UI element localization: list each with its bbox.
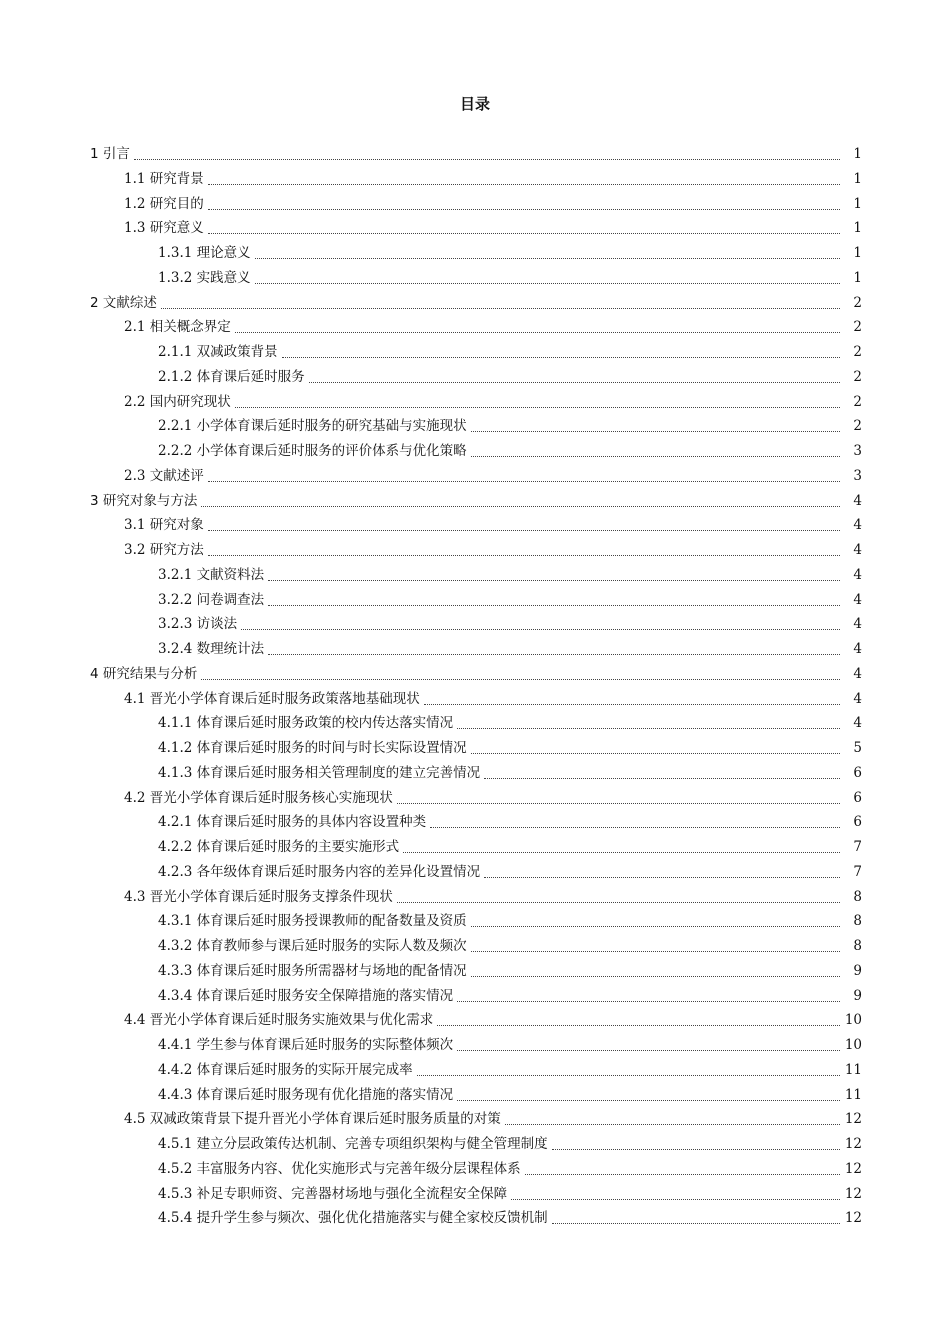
toc-entry[interactable]: [158, 365, 862, 389]
toc-entry-label: 4.2 晋光小学体育课后延时服务核心实施现状: [124, 789, 393, 806]
dot-leader: [201, 489, 840, 513]
toc-entry-label: 4.3.2 体育教师参与课后延时服务的实际人数及频次: [158, 938, 467, 954]
dot-leader: [208, 464, 840, 488]
toc-entry-label: 4.5.3 补足专职师资、完善器材场地与强化全流程安全保障: [158, 1185, 508, 1202]
toc-entry-page-number: 1: [853, 195, 862, 212]
toc-entry[interactable]: [158, 241, 862, 265]
toc-entry-page-number: 2: [853, 344, 862, 360]
toc-entry-label: 4.1.1 体育课后延时服务政策的校内传达落实情况: [158, 715, 454, 732]
toc-entry-label: 3.2.3 访谈法: [158, 616, 238, 633]
toc-entry[interactable]: [158, 266, 862, 290]
toc-entry[interactable]: [158, 612, 862, 636]
toc-entry-label: 2.1 相关概念界定: [124, 319, 231, 336]
toc-entry-page-number: 2: [853, 368, 862, 385]
toc-entry[interactable]: [124, 390, 862, 414]
dot-leader: [457, 984, 840, 1008]
toc-entry[interactable]: [158, 340, 862, 364]
toc-entry-page-number: 4: [853, 591, 862, 608]
toc-entry-label: 2 文献综述: [90, 294, 157, 311]
toc-entry-label: 1.3 研究意义: [124, 220, 204, 237]
dot-leader: [241, 612, 840, 636]
toc-entry-label: 2.2.2 小学体育课后延时服务的评价体系与优化策略: [158, 443, 467, 459]
toc-entry-page-number: 4: [853, 566, 862, 583]
toc-entry[interactable]: [158, 637, 862, 661]
toc-entry-page-number: 4: [853, 616, 862, 633]
toc-entry-page-number: 4: [853, 665, 862, 682]
toc-entry-page-number: 4: [853, 492, 862, 509]
toc-entry-page-number: 5: [853, 740, 862, 756]
toc-entry-page-number: 3: [853, 443, 862, 459]
toc-entry-page-number: 1: [853, 269, 862, 286]
toc-entry-label: 2.3 文献述评: [124, 467, 204, 484]
toc-entry-label: 3.2.2 问卷调查法: [158, 591, 265, 608]
toc-entry[interactable]: [158, 439, 862, 463]
dot-leader: [505, 1107, 840, 1131]
dot-leader: [282, 340, 840, 364]
dot-leader: [403, 835, 840, 859]
toc-entry-page-number: 11: [844, 1086, 862, 1103]
toc-entry[interactable]: [124, 885, 862, 909]
toc-entry-page-number: 7: [853, 839, 862, 855]
toc-entry-page-number: 9: [853, 962, 862, 979]
toc-entry-label: 4.2.3 各年级体育课后延时服务内容的差异化设置情况: [158, 863, 481, 880]
dot-leader: [525, 1157, 840, 1181]
toc-entry-page-number: 8: [853, 888, 862, 905]
toc-entry[interactable]: [158, 1206, 862, 1230]
toc-entry-page-number: 8: [853, 938, 862, 954]
toc-entry-page-number: 1: [853, 220, 862, 237]
dot-leader: [471, 414, 840, 438]
toc-entry-label: 4.3.3 体育课后延时服务所需器材与场地的配备情况: [158, 962, 467, 979]
dot-leader: [471, 934, 840, 958]
toc-entry[interactable]: [158, 959, 862, 983]
dot-leader: [397, 885, 840, 909]
dot-leader: [457, 711, 840, 735]
dot-leader: [208, 513, 840, 537]
dot-leader: [208, 538, 840, 562]
toc-entry-label: 4.4.1 学生参与体育课后延时服务的实际整体频次: [158, 1037, 454, 1053]
toc-entry-label: 4.1.2 体育课后延时服务的时间与时长实际设置情况: [158, 740, 467, 756]
toc-entry[interactable]: [90, 291, 862, 315]
toc-entry[interactable]: [158, 860, 862, 884]
toc-entry[interactable]: [158, 736, 862, 760]
dot-leader: [511, 1182, 840, 1206]
toc-entry[interactable]: [158, 1083, 862, 1107]
dot-leader: [268, 637, 840, 661]
dot-leader: [235, 390, 840, 414]
toc-entry[interactable]: [124, 687, 862, 711]
toc-entry[interactable]: [158, 1182, 862, 1206]
toc-entry-label: 1.3.1 理论意义: [158, 245, 251, 261]
dot-leader: [471, 439, 840, 463]
dot-leader: [208, 192, 840, 216]
toc-entry[interactable]: [158, 909, 862, 933]
toc-entry-label: 4.3.1 体育课后延时服务授课教师的配备数量及资质: [158, 913, 467, 930]
toc-entry-label: 4.1.3 体育课后延时服务相关管理制度的建立完善情况: [158, 764, 481, 781]
dot-leader: [134, 142, 840, 166]
toc-entry[interactable]: [124, 538, 862, 562]
toc-entry[interactable]: [124, 1008, 862, 1032]
dot-leader: [484, 761, 840, 785]
toc-entry-page-number: 9: [853, 987, 862, 1004]
toc-entry-label: 2.1.1 双减政策背景: [158, 344, 278, 360]
toc-entry-label: 4.5.1 建立分层政策传达机制、完善专项组织架构与健全管理制度: [158, 1136, 548, 1152]
toc-entry[interactable]: [158, 1033, 862, 1057]
toc-entry[interactable]: [124, 192, 862, 216]
toc-entry-label: 3.2.4 数理统计法: [158, 641, 265, 657]
toc-entry-page-number: 10: [844, 1037, 862, 1053]
toc-entry-page-number: 4: [853, 517, 862, 534]
toc-entry-page-number: 12: [844, 1185, 862, 1202]
toc-entry-page-number: 2: [853, 393, 862, 410]
dot-leader: [201, 662, 840, 686]
toc-entry[interactable]: [90, 662, 862, 686]
toc-entry-label: 3.1 研究对象: [124, 517, 204, 534]
toc-entry-page-number: 4: [853, 690, 862, 707]
dot-leader: [552, 1132, 840, 1156]
toc-entry[interactable]: [158, 835, 862, 859]
toc-entry[interactable]: [124, 464, 862, 488]
toc-entry-label: 1.3.2 实践意义: [158, 269, 251, 286]
toc-entry-label: 4 研究结果与分析: [90, 665, 198, 682]
toc-entry-page-number: 11: [844, 1061, 862, 1078]
toc-entry-page-number: 2: [853, 418, 862, 435]
toc-entry-page-number: 6: [853, 814, 862, 831]
dot-leader: [437, 1008, 840, 1032]
toc-entry-label: 4.2.1 体育课后延时服务的具体内容设置种类: [158, 814, 427, 831]
dot-leader: [471, 909, 840, 933]
toc-entry[interactable]: [90, 142, 862, 166]
toc-entry-label: 4.4.2 体育课后延时服务的实际开展完成率: [158, 1061, 413, 1078]
toc-entry-page-number: 7: [853, 863, 862, 880]
toc-entry-page-number: 1: [853, 170, 862, 187]
dot-leader: [471, 736, 840, 760]
dot-leader: [417, 1058, 840, 1082]
page-title: 目录: [459, 95, 490, 113]
toc-entry-label: 4.1 晋光小学体育课后延时服务政策落地基础现状: [124, 690, 420, 707]
toc-entry-label: 4.4 晋光小学体育课后延时服务实施效果与优化需求: [124, 1012, 434, 1029]
toc-entry[interactable]: [158, 414, 862, 438]
toc-entry-page-number: 12: [844, 1160, 862, 1177]
dot-leader: [430, 810, 840, 834]
dot-leader: [268, 588, 840, 612]
dot-leader: [255, 241, 840, 265]
toc-entry-label: 3 研究对象与方法: [90, 492, 198, 509]
dot-leader: [208, 167, 840, 191]
toc-entry-page-number: 3: [853, 467, 862, 484]
toc-entry-page-number: 12: [844, 1210, 862, 1227]
toc-entry[interactable]: [158, 563, 862, 587]
toc-entry-page-number: 2: [853, 319, 862, 336]
dot-leader: [235, 315, 840, 339]
toc-entry[interactable]: [158, 761, 862, 785]
toc-entry[interactable]: [158, 1132, 862, 1156]
toc-entry-label: 4.3 晋光小学体育课后延时服务支撑条件现状: [124, 888, 393, 905]
dot-leader: [268, 563, 840, 587]
toc-entry[interactable]: [158, 984, 862, 1008]
toc-entry-label: 1.2 研究目的: [124, 195, 204, 212]
dot-leader: [397, 786, 840, 810]
dot-leader: [471, 959, 840, 983]
toc-entry-label: 4.5 双减政策背景下提升晋光小学体育课后延时服务质量的对策: [124, 1111, 501, 1128]
toc-entry-label: 4.5.4 提升学生参与频次、强化优化措施落实与健全家校反馈机制: [158, 1210, 548, 1227]
toc-entry-label: 1 引言: [90, 146, 130, 162]
dot-leader: [484, 860, 840, 884]
toc-entry[interactable]: [124, 216, 862, 240]
toc-entry-label: 3.2.1 文献资料法: [158, 566, 265, 583]
dot-leader: [255, 266, 840, 290]
toc-entry-page-number: 4: [853, 715, 862, 732]
dot-leader: [424, 687, 840, 711]
toc-entry-page-number: 12: [844, 1111, 862, 1128]
toc-entry-label: 2.2.1 小学体育课后延时服务的研究基础与实施现状: [158, 418, 467, 435]
toc-entry[interactable]: [158, 810, 862, 834]
toc-entry-page-number: 1: [853, 245, 862, 261]
toc-entry[interactable]: [124, 1107, 862, 1131]
toc-entry-page-number: 2: [853, 294, 862, 311]
dot-leader: [552, 1206, 840, 1230]
toc-entry-page-number: 8: [853, 913, 862, 930]
toc-entry-page-number: 6: [853, 764, 862, 781]
toc-entry-page-number: 4: [853, 542, 862, 558]
toc-entry[interactable]: [158, 1157, 862, 1181]
toc-entry[interactable]: [90, 489, 862, 513]
dot-leader: [457, 1033, 840, 1057]
toc-entry-label: 3.2 研究方法: [124, 542, 204, 558]
toc-entry[interactable]: [124, 167, 862, 191]
dot-leader: [208, 216, 840, 240]
toc-entry-label: 4.3.4 体育课后延时服务安全保障措施的落实情况: [158, 987, 454, 1004]
toc-entry[interactable]: [124, 315, 862, 339]
toc-entry-label: 2.2 国内研究现状: [124, 393, 231, 410]
toc-entry[interactable]: [124, 786, 862, 810]
toc-entry-label: 1.1 研究背景: [124, 170, 204, 187]
dot-leader: [161, 291, 840, 315]
toc-entry-label: 2.1.2 体育课后延时服务: [158, 368, 305, 385]
toc-entry[interactable]: [158, 1058, 862, 1082]
dot-leader: [457, 1083, 840, 1107]
toc-entry-page-number: 12: [844, 1136, 862, 1152]
toc-entry-label: 4.5.2 丰富服务内容、优化实施形式与完善年级分层课程体系: [158, 1160, 521, 1177]
toc-entry-page-number: 6: [853, 789, 862, 806]
toc-entry[interactable]: [158, 588, 862, 612]
toc-entry[interactable]: [124, 513, 862, 537]
toc-entry-label: 4.2.2 体育课后延时服务的主要实施形式: [158, 839, 400, 855]
dot-leader: [309, 365, 840, 389]
toc-entry-page-number: 1: [853, 146, 862, 162]
toc-entry[interactable]: [158, 711, 862, 735]
toc-entry[interactable]: [158, 934, 862, 958]
toc-entry-page-number: 4: [853, 641, 862, 657]
toc-entry-label: 4.4.3 体育课后延时服务现有优化措施的落实情况: [158, 1086, 454, 1103]
toc-entry-page-number: 10: [844, 1012, 862, 1029]
